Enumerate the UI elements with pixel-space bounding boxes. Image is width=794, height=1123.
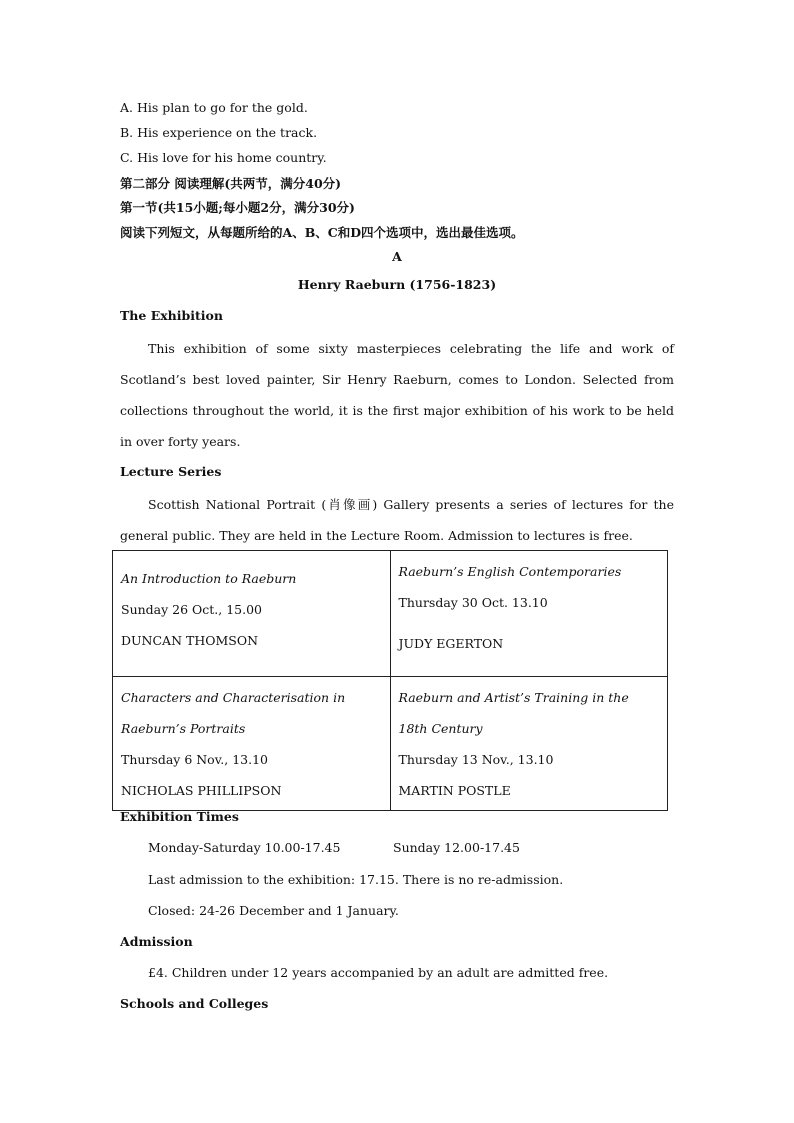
- last-admission: Last admission to the exhibition: 17.15. There is no re-admission.: [148, 872, 564, 887]
- lecture-cell: [113, 551, 391, 677]
- lecture-time: Thursday 13 Nov., 13.10: [398, 752, 554, 767]
- table-row: [113, 551, 668, 677]
- lecture-cell: [113, 677, 391, 811]
- schools-heading: Schools and Colleges: [120, 996, 269, 1011]
- lecture-time: Thursday 6 Nov., 13.10: [121, 752, 268, 767]
- option-a: A. His plan to go for the gold.: [120, 100, 308, 115]
- section1-heading: 第一节(共15小题;每小题2分，满分30分): [120, 200, 355, 215]
- lecture-speaker: MARTIN POSTLE: [398, 783, 511, 798]
- passage-title: Henry Raeburn (1756-1823): [297, 277, 497, 292]
- lecture-series-heading: Lecture Series: [120, 464, 222, 479]
- exhibition-times-heading: Exhibition Times: [120, 809, 239, 824]
- sunday-hours: Sunday 12.00-17.45: [393, 840, 520, 855]
- lecture-title: An Introduction to Raeburn: [121, 571, 297, 586]
- option-c: C. His love for his home country.: [120, 150, 327, 165]
- lecture-speaker: DUNCAN THOMSON: [121, 633, 259, 648]
- lecture-speaker: NICHOLAS PHILLIPSON: [121, 783, 282, 798]
- lecture-title: Characters and Characterisation in Raeburn’s Portraits: [121, 690, 346, 736]
- lecture-title: Raeburn’s English Contemporaries: [398, 564, 622, 579]
- exhibition-heading: The Exhibition: [120, 308, 223, 323]
- admission-heading: Admission: [120, 934, 193, 949]
- lecture-cell: [390, 551, 668, 677]
- lecture-speaker: JUDY EGERTON: [398, 636, 504, 651]
- exhibition-body: This exhibition of some sixty masterpieces celebrating the life and work of Scotland’s best loved painter, Sir Henry Raeburn, comes to London. Selected from collections throughout the world, it is the first major exhibition of his work to be held in over forty years.: [120, 341, 674, 449]
- closed-dates: Closed: 24-26 December and 1 January.: [148, 903, 399, 918]
- lecture-series-body: Scottish National Portrait (肖像画) Gallery presents a series of lectures for the general public. They are held in the Lecture Room. Admission to lectures is free.: [120, 497, 674, 543]
- lecture-time: Sunday 26 Oct., 15.00: [121, 602, 263, 617]
- weekday-hours: Monday-Saturday 10.00-17.45: [148, 840, 341, 855]
- part2-heading: 第二部分 阅读理解(共两节，满分40分): [120, 176, 342, 191]
- lecture-cell: [390, 677, 668, 811]
- admission-body: £4. Children under 12 years accompanied by an adult are admitted free.: [148, 965, 609, 980]
- lecture-time: Thursday 30 Oct. 13.10: [398, 595, 548, 610]
- option-b: B. His experience on the track.: [120, 125, 318, 140]
- passage-letter: A: [392, 249, 402, 264]
- lecture-title: Raeburn and Artist’s Training in the 18th Century: [398, 690, 629, 736]
- lectures-table: [112, 550, 668, 811]
- instructions: 阅读下列短文，从每题所给的A、B、C和D四个选项中，选出最佳选项。: [120, 225, 524, 240]
- table-row: [113, 677, 668, 811]
